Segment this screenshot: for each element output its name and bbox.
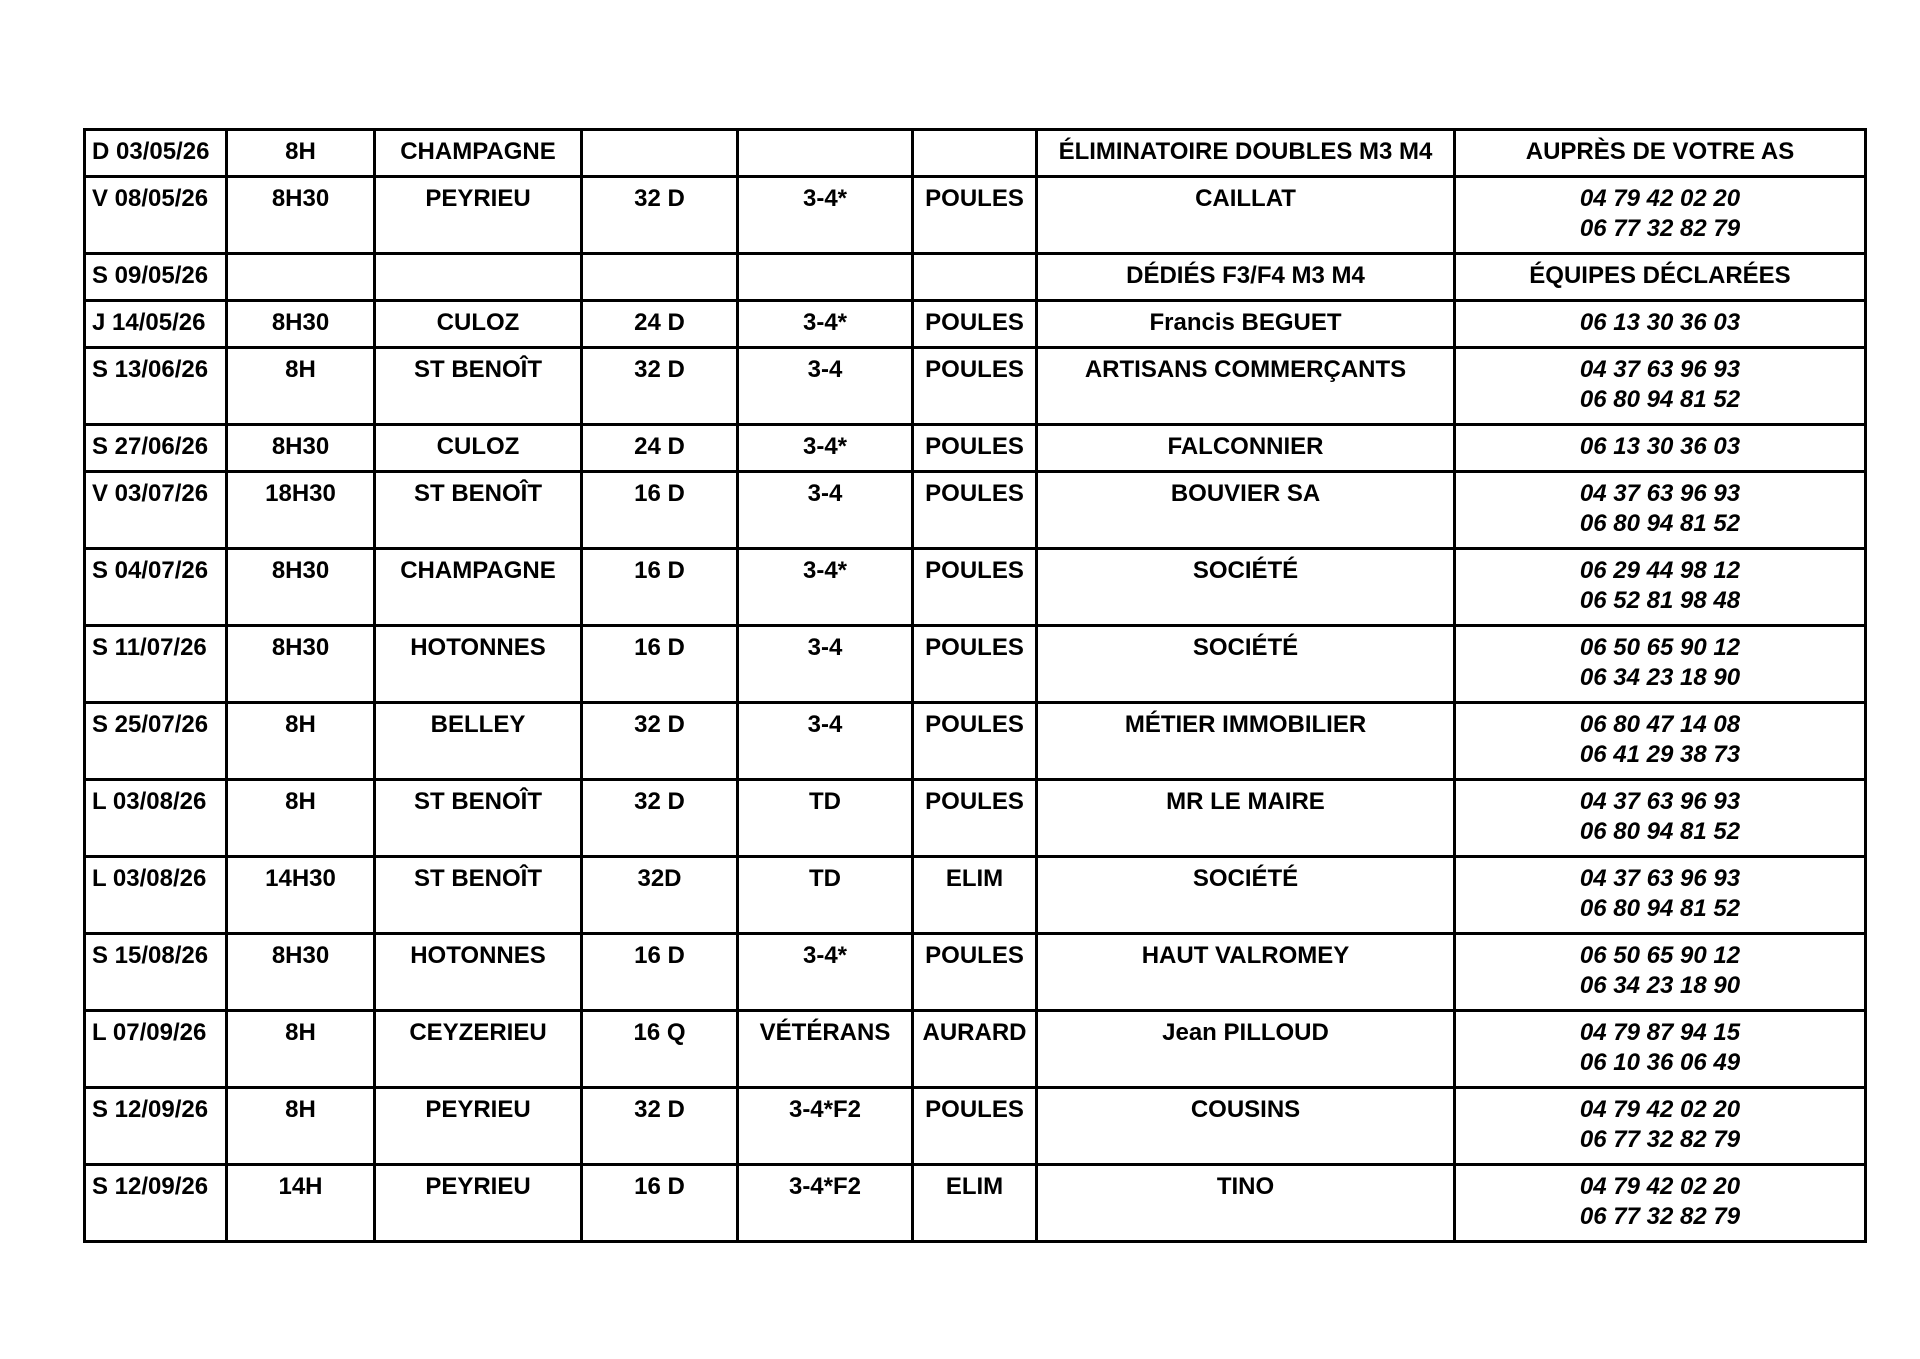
category-cell: 3-4	[738, 472, 913, 549]
date-cell: S 09/05/26	[85, 254, 227, 301]
mode-cell: POULES	[913, 472, 1037, 549]
mode-cell: POULES	[913, 626, 1037, 703]
date-cell: V 08/05/26	[85, 177, 227, 254]
format-cell: 24 D	[582, 425, 738, 472]
format-cell: 32 D	[582, 177, 738, 254]
contact-cell	[1455, 934, 1866, 1011]
format-cell	[582, 130, 738, 177]
time-cell: 8H	[227, 1011, 375, 1088]
organizer-cell: TINO	[1037, 1165, 1455, 1242]
contact-cell	[1455, 425, 1866, 472]
phone-number: 04 37 63 96 93	[1579, 788, 1741, 815]
table-row	[85, 130, 1866, 177]
category-cell: TD	[738, 857, 913, 934]
phone-number: 04 37 63 96 93	[1579, 356, 1741, 383]
organizer-cell: Francis BEGUET	[1037, 301, 1455, 348]
phone-number: 06 77 32 82 79	[1579, 215, 1741, 242]
place-cell: HOTONNES	[375, 626, 582, 703]
date-cell: S 11/07/26	[85, 626, 227, 703]
time-cell: 8H	[227, 130, 375, 177]
phone-number: 06 50 65 90 12	[1579, 942, 1741, 969]
table-row	[85, 177, 1866, 254]
phone-number: 06 13 30 36 03	[1579, 309, 1741, 336]
competition-schedule-table	[83, 128, 1867, 1243]
table-row	[85, 934, 1866, 1011]
category-cell: 3-4	[738, 703, 913, 780]
place-cell: BELLEY	[375, 703, 582, 780]
mode-cell: POULES	[913, 934, 1037, 1011]
organizer-cell: DÉDIÉS F3/F4 M3 M4	[1037, 254, 1455, 301]
mode-cell: POULES	[913, 425, 1037, 472]
mode-cell: POULES	[913, 177, 1037, 254]
category-cell	[738, 130, 913, 177]
phone-number: 06 77 32 82 79	[1579, 1126, 1741, 1153]
category-cell: 3-4*F2	[738, 1165, 913, 1242]
table-row	[85, 254, 1866, 301]
organizer-cell: MR LE MAIRE	[1037, 780, 1455, 857]
time-cell: 14H	[227, 1165, 375, 1242]
phone-number: 06 80 94 81 52	[1579, 386, 1741, 413]
place-cell: PEYRIEU	[375, 1165, 582, 1242]
phone-number: 06 29 44 98 12	[1579, 557, 1741, 584]
place-cell: CHAMPAGNE	[375, 549, 582, 626]
mode-cell: ELIM	[913, 1165, 1037, 1242]
contact-cell	[1455, 1011, 1866, 1088]
format-cell: 16 D	[582, 549, 738, 626]
contact-cell	[1455, 472, 1866, 549]
time-cell: 14H30	[227, 857, 375, 934]
date-cell: S 13/06/26	[85, 348, 227, 425]
place-cell: ST BENOÎT	[375, 780, 582, 857]
format-cell: 32 D	[582, 1088, 738, 1165]
mode-cell: AURARD	[913, 1011, 1037, 1088]
date-cell: D 03/05/26	[85, 130, 227, 177]
organizer-cell: ARTISANS COMMERÇANTS	[1037, 348, 1455, 425]
date-cell: L 03/08/26	[85, 857, 227, 934]
category-cell: 3-4	[738, 626, 913, 703]
place-cell: ST BENOÎT	[375, 472, 582, 549]
format-cell: 16 Q	[582, 1011, 738, 1088]
date-cell: S 12/09/26	[85, 1165, 227, 1242]
place-cell	[375, 254, 582, 301]
format-cell: 24 D	[582, 301, 738, 348]
phone-number: 06 80 47 14 08	[1579, 711, 1741, 738]
mode-cell: POULES	[913, 780, 1037, 857]
place-cell: PEYRIEU	[375, 1088, 582, 1165]
place-cell: CULOZ	[375, 301, 582, 348]
table-row	[85, 857, 1866, 934]
mode-cell: POULES	[913, 703, 1037, 780]
format-cell: 16 D	[582, 934, 738, 1011]
organizer-cell: CAILLAT	[1037, 177, 1455, 254]
organizer-cell: Jean PILLOUD	[1037, 1011, 1455, 1088]
table-row	[85, 780, 1866, 857]
place-cell: CEYZERIEU	[375, 1011, 582, 1088]
phone-number: 06 13 30 36 03	[1579, 433, 1741, 460]
mode-cell: POULES	[913, 549, 1037, 626]
place-cell: HOTONNES	[375, 934, 582, 1011]
organizer-cell: SOCIÉTÉ	[1037, 549, 1455, 626]
organizer-cell: SOCIÉTÉ	[1037, 857, 1455, 934]
contact-cell	[1455, 857, 1866, 934]
format-cell: 32D	[582, 857, 738, 934]
phone-number: 06 77 32 82 79	[1579, 1203, 1741, 1230]
mode-cell	[913, 254, 1037, 301]
time-cell: 8H30	[227, 177, 375, 254]
contact-cell	[1455, 1088, 1866, 1165]
category-cell: 3-4*	[738, 934, 913, 1011]
place-cell: CHAMPAGNE	[375, 130, 582, 177]
organizer-cell: HAUT VALROMEY	[1037, 934, 1455, 1011]
time-cell: 8H	[227, 348, 375, 425]
date-cell: V 03/07/26	[85, 472, 227, 549]
contact-cell	[1455, 549, 1866, 626]
date-cell: S 04/07/26	[85, 549, 227, 626]
date-cell: L 07/09/26	[85, 1011, 227, 1088]
mode-cell	[913, 130, 1037, 177]
contact-cell	[1455, 130, 1866, 177]
contact-cell	[1455, 254, 1866, 301]
format-cell: 16 D	[582, 1165, 738, 1242]
time-cell: 8H30	[227, 425, 375, 472]
place-cell: PEYRIEU	[375, 177, 582, 254]
mode-cell: ELIM	[913, 857, 1037, 934]
time-cell: 8H30	[227, 549, 375, 626]
phone-number: 06 34 23 18 90	[1579, 972, 1741, 999]
contact-cell	[1455, 301, 1866, 348]
table-row	[85, 1011, 1866, 1088]
place-cell: ST BENOÎT	[375, 857, 582, 934]
format-cell: 32 D	[582, 703, 738, 780]
category-cell: VÉTÉRANS	[738, 1011, 913, 1088]
phone-number: 06 10 36 06 49	[1579, 1049, 1741, 1076]
phone-number: 06 80 94 81 52	[1579, 510, 1741, 537]
format-cell: 16 D	[582, 472, 738, 549]
phone-number: 04 37 63 96 93	[1579, 480, 1741, 507]
format-cell: 16 D	[582, 626, 738, 703]
date-cell: S 12/09/26	[85, 1088, 227, 1165]
time-cell: 8H	[227, 780, 375, 857]
category-cell	[738, 254, 913, 301]
date-cell: J 14/05/26	[85, 301, 227, 348]
date-cell: S 27/06/26	[85, 425, 227, 472]
table-row	[85, 472, 1866, 549]
organizer-cell: FALCONNIER	[1037, 425, 1455, 472]
time-cell: 18H30	[227, 472, 375, 549]
place-cell: CULOZ	[375, 425, 582, 472]
format-cell	[582, 254, 738, 301]
phone-number: 04 37 63 96 93	[1579, 865, 1741, 892]
organizer-cell: COUSINS	[1037, 1088, 1455, 1165]
table-row	[85, 301, 1866, 348]
category-cell: 3-4*	[738, 549, 913, 626]
contact-cell	[1455, 780, 1866, 857]
table-row	[85, 1088, 1866, 1165]
date-cell: S 15/08/26	[85, 934, 227, 1011]
table-row	[85, 1165, 1866, 1242]
format-cell: 32 D	[582, 348, 738, 425]
phone-number: 06 34 23 18 90	[1579, 664, 1741, 691]
category-cell: 3-4*	[738, 177, 913, 254]
category-cell: 3-4*	[738, 425, 913, 472]
date-cell: L 03/08/26	[85, 780, 227, 857]
category-cell: 3-4	[738, 348, 913, 425]
contact-cell	[1455, 348, 1866, 425]
phone-number: 04 79 42 02 20	[1579, 185, 1741, 212]
contact-note: ÉQUIPES DÉCLARÉES	[1529, 262, 1791, 289]
phone-number: 04 79 42 02 20	[1579, 1173, 1741, 1200]
format-cell: 32 D	[582, 780, 738, 857]
contact-cell	[1455, 703, 1866, 780]
mode-cell: POULES	[913, 348, 1037, 425]
phone-number: 04 79 42 02 20	[1579, 1096, 1741, 1123]
organizer-cell: MÉTIER IMMOBILIER	[1037, 703, 1455, 780]
table-row	[85, 626, 1866, 703]
organizer-cell: BOUVIER SA	[1037, 472, 1455, 549]
time-cell: 8H	[227, 1088, 375, 1165]
schedule-body	[85, 130, 1866, 1242]
time-cell: 8H30	[227, 301, 375, 348]
phone-number: 06 50 65 90 12	[1579, 634, 1741, 661]
phone-number: 06 80 94 81 52	[1579, 818, 1741, 845]
time-cell	[227, 254, 375, 301]
category-cell: 3-4*F2	[738, 1088, 913, 1165]
organizer-cell: ÉLIMINATOIRE DOUBLES M3 M4	[1037, 130, 1455, 177]
category-cell: TD	[738, 780, 913, 857]
phone-number: 06 41 29 38 73	[1579, 741, 1741, 768]
mode-cell: POULES	[913, 301, 1037, 348]
date-cell: S 25/07/26	[85, 703, 227, 780]
table-row	[85, 425, 1866, 472]
phone-number: 06 80 94 81 52	[1579, 895, 1741, 922]
table-row	[85, 549, 1866, 626]
phone-number: 04 79 87 94 15	[1579, 1019, 1741, 1046]
mode-cell: POULES	[913, 1088, 1037, 1165]
contact-note: AUPRÈS DE VOTRE AS	[1525, 138, 1795, 165]
table-row	[85, 703, 1866, 780]
time-cell: 8H30	[227, 626, 375, 703]
time-cell: 8H	[227, 703, 375, 780]
organizer-cell: SOCIÉTÉ	[1037, 626, 1455, 703]
contact-cell	[1455, 626, 1866, 703]
phone-number: 06 52 81 98 48	[1579, 587, 1741, 614]
time-cell: 8H30	[227, 934, 375, 1011]
category-cell: 3-4*	[738, 301, 913, 348]
place-cell: ST BENOÎT	[375, 348, 582, 425]
contact-cell	[1455, 1165, 1866, 1242]
table-row	[85, 348, 1866, 425]
contact-cell	[1455, 177, 1866, 254]
